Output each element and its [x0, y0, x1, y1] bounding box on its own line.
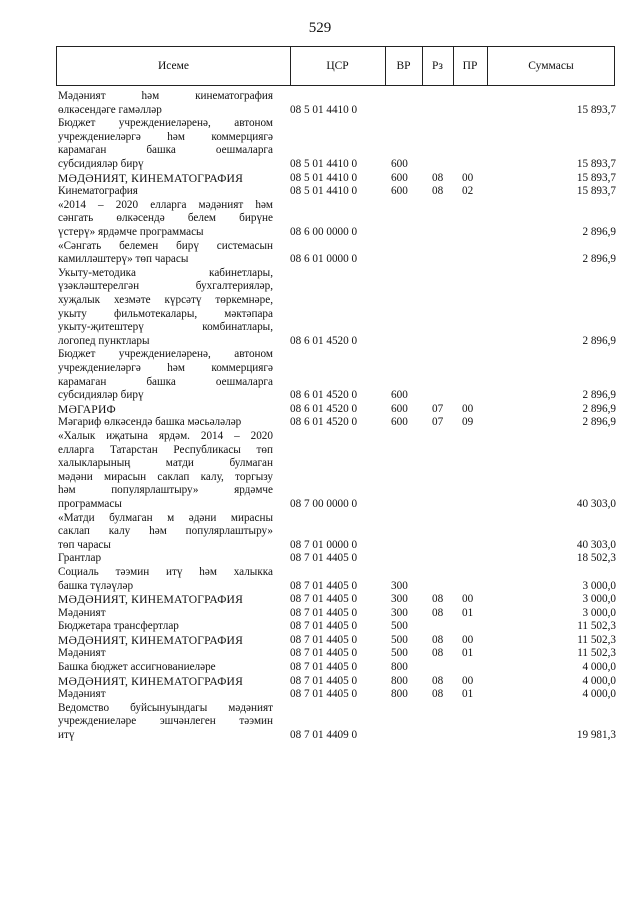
row-name-line: камилләштерү» төп чарасы: [58, 253, 189, 266]
row-csr: 08 6 01 4520 0: [290, 402, 358, 415]
row-name-line: Укыту-методика кабинетлары,: [58, 266, 273, 279]
row-csr: 08 7 01 4405 0: [290, 633, 358, 646]
row-csr: 08 7 01 4405 0: [290, 661, 358, 674]
row-name: [58, 348, 273, 402]
row-name-line: карамаган башка оешмаларга: [58, 375, 273, 388]
table-row: [0, 416, 640, 430]
row-sum: 2 896,9: [582, 389, 616, 402]
row-name-line: Бюджет учреждениеләренә, автоном: [58, 117, 273, 130]
table-row: [0, 199, 640, 240]
row-rz: 08: [432, 674, 444, 687]
row-csr: 08 7 01 4405 0: [290, 579, 358, 592]
row-sum: 3 000,0: [582, 606, 616, 619]
row-name-line: Кинематография: [58, 185, 138, 198]
row-pr: 00: [462, 402, 474, 415]
table-row: [0, 172, 640, 186]
row-name-line: Башка бюджет ассигнованиеләре: [58, 661, 216, 674]
row-name-line: төп чарасы: [58, 538, 111, 551]
row-csr: 08 7 01 4405 0: [290, 620, 358, 633]
table-row: [0, 620, 640, 634]
row-name-line: укыту фильмотекалары, мәктәпара: [58, 307, 273, 320]
table-row: [0, 117, 640, 171]
row-sum: 40 303,0: [576, 538, 616, 551]
row-name-line: субсидияләр бирү: [58, 389, 144, 402]
row-name-line: Социаль тәэмин итү һәм халыкка: [58, 565, 273, 578]
row-pr: 01: [462, 688, 474, 701]
table-row: [0, 702, 640, 743]
row-rz: 08: [432, 185, 444, 198]
row-csr: 08 6 01 4520 0: [290, 389, 358, 402]
row-name: [58, 566, 273, 593]
row-csr: 08 7 01 4405 0: [290, 552, 358, 565]
table-row: [0, 607, 640, 621]
table-row: [0, 634, 640, 648]
row-name-line: хуҗалык хезмәте күрсәтү төркемнәре,: [58, 293, 273, 306]
column-header-name: Исеме: [157, 60, 190, 72]
row-name-line: Бюджет учреждениеләренә, автоном: [58, 348, 273, 361]
row-vr: 500: [391, 633, 408, 646]
table-row: [0, 688, 640, 702]
row-sum: 15 893,7: [576, 171, 616, 184]
row-sum: 15 893,7: [576, 185, 616, 198]
row-csr: 08 7 01 4405 0: [290, 606, 358, 619]
row-pr: 09: [462, 416, 474, 429]
row-name: [58, 661, 273, 675]
row-csr: 08 5 01 4410 0: [290, 185, 358, 198]
row-csr: 08 7 01 4405 0: [290, 593, 358, 606]
row-name-line: итү: [58, 729, 75, 742]
table-row: [0, 267, 640, 349]
row-pr: 00: [462, 633, 474, 646]
row-rz: 08: [432, 688, 444, 701]
row-name-line: Мәдәният: [58, 647, 106, 660]
row-name-line: халыкларының матди булмаган: [58, 457, 273, 470]
row-name-line: учреждениеләргә һәм коммерциягә: [58, 361, 273, 374]
row-sum: 15 893,7: [576, 103, 616, 116]
row-csr: 08 5 01 4410 0: [290, 171, 358, 184]
row-pr: 00: [462, 674, 474, 687]
table-row: [0, 661, 640, 675]
column-header-sum: Суммасы: [528, 60, 574, 72]
row-vr: 300: [391, 606, 408, 619]
row-name: [58, 675, 273, 689]
row-vr: 600: [391, 185, 408, 198]
row-sum: 2 896,9: [582, 416, 616, 429]
row-name-line: мәдәни мирасын саклап калу, торгызу: [58, 470, 273, 483]
row-csr: 08 5 01 4410 0: [290, 157, 358, 170]
table-header: [56, 46, 615, 86]
row-name-line: үзәкләштерелгән бухгалтерияләр,: [58, 280, 273, 293]
row-name: [58, 702, 273, 743]
row-name-line: Мәдәният: [58, 688, 106, 701]
row-sum: 19 981,3: [576, 729, 616, 742]
row-csr: 08 7 00 0000 0: [290, 497, 358, 510]
row-sum: 11 502,3: [577, 647, 616, 660]
row-name: [58, 430, 273, 512]
row-vr: 600: [391, 171, 408, 184]
row-sum: 3 000,0: [582, 593, 616, 606]
row-rz: 07: [432, 402, 444, 415]
row-name-line: МӘДӘНИЯТ, КИНЕМАТОГРАФИЯ: [58, 593, 244, 607]
row-name: [58, 647, 273, 661]
column-header-csr: ЦСР: [326, 60, 349, 72]
row-vr: 600: [391, 157, 408, 170]
row-name: [58, 607, 273, 621]
row-sum: 4 000,0: [582, 674, 616, 687]
table-row: [0, 593, 640, 607]
row-name-line: укыту-җитештерү комбинатлары,: [58, 321, 273, 334]
row-name: [58, 172, 273, 186]
row-name: [58, 416, 273, 430]
row-name: [58, 634, 273, 648]
row-name-line: МӘГАРИФ: [58, 402, 116, 416]
table-body: [0, 90, 640, 743]
table-row: [0, 552, 640, 566]
row-pr: 00: [462, 593, 474, 606]
row-name: [58, 240, 273, 267]
row-vr: 600: [391, 402, 408, 415]
row-csr: 08 7 01 4409 0: [290, 729, 358, 742]
row-sum: 4 000,0: [582, 688, 616, 701]
row-vr: 800: [391, 674, 408, 687]
table-row: [0, 512, 640, 553]
row-vr: 600: [391, 389, 408, 402]
row-name: [58, 267, 273, 349]
table-row: [0, 348, 640, 402]
row-sum: 15 893,7: [576, 157, 616, 170]
row-sum: 11 502,3: [577, 620, 616, 633]
row-sum: 40 303,0: [576, 497, 616, 510]
table-row: [0, 185, 640, 199]
row-sum: 4 000,0: [582, 661, 616, 674]
row-name: [58, 90, 273, 117]
row-csr: 08 7 01 4405 0: [290, 647, 358, 660]
row-sum: 18 502,3: [576, 552, 616, 565]
row-name: [58, 512, 273, 553]
row-name-line: башка түләүләр: [58, 579, 134, 592]
row-name-line: «Матди булмаган м әдәни мирасны: [58, 511, 273, 524]
column-header-pr: ПР: [462, 60, 478, 72]
row-name: [58, 620, 273, 634]
row-name: [58, 552, 273, 566]
row-rz: 08: [432, 606, 444, 619]
table-row: [0, 675, 640, 689]
column-header-vr: ВР: [396, 60, 411, 72]
row-name-line: МӘДӘНИЯТ, КИНЕМАТОГРАФИЯ: [58, 633, 244, 647]
row-name-line: Бюджетара трансфертлар: [58, 620, 179, 633]
row-name-line: Мәгариф өлкәсендә башка мәсьәләләр: [58, 416, 242, 429]
row-rz: 07: [432, 416, 444, 429]
row-csr: 08 6 01 4520 0: [290, 416, 358, 429]
row-sum: 11 502,3: [577, 633, 616, 646]
row-name: [58, 185, 273, 199]
row-name-line: өлкәсендәге гамәлләр: [58, 103, 162, 116]
row-rz: 08: [432, 647, 444, 660]
table-row: [0, 240, 640, 267]
row-rz: 08: [432, 593, 444, 606]
row-name-line: һәм популярлаштыру» ярдәмче: [58, 484, 273, 497]
row-sum: 2 896,9: [582, 225, 616, 238]
row-name-line: Грантлар: [58, 552, 102, 565]
row-vr: 500: [391, 647, 408, 660]
row-vr: 300: [391, 593, 408, 606]
table-row: [0, 90, 640, 117]
row-pr: 01: [462, 647, 474, 660]
row-name-line: МӘДӘНИЯТ, КИНЕМАТОГРАФИЯ: [58, 171, 244, 185]
row-name-line: «2014 – 2020 елларга мәдәният һәм: [58, 198, 273, 211]
row-name-line: учреждениеләргә һәм коммерциягә: [58, 130, 273, 143]
row-name-line: саклап калу һәм популярлаштыру»: [58, 525, 273, 538]
row-name-line: карамаган башка оешмаларга: [58, 144, 273, 157]
row-csr: 08 6 00 0000 0: [290, 225, 358, 238]
row-vr: 600: [391, 416, 408, 429]
page-number: 529: [308, 20, 332, 36]
row-name-line: программасы: [58, 497, 122, 510]
column-header-rz: Рз: [432, 60, 443, 72]
row-name: [58, 688, 273, 702]
row-csr: 08 7 01 4405 0: [290, 688, 358, 701]
table-row: [0, 403, 640, 417]
row-csr: 08 6 01 4520 0: [290, 334, 358, 347]
row-sum: 2 896,9: [582, 253, 616, 266]
row-csr: 08 7 01 0000 0: [290, 538, 358, 551]
row-csr: 08 6 01 0000 0: [290, 253, 358, 266]
row-pr: 01: [462, 606, 474, 619]
table-row: [0, 430, 640, 512]
row-rz: 08: [432, 633, 444, 646]
row-sum: 3 000,0: [582, 579, 616, 592]
row-name: [58, 403, 273, 417]
row-name-line: елларга Татарстан Республикасы төп: [58, 443, 273, 456]
table-row: [0, 566, 640, 593]
row-name-line: МӘДӘНИЯТ, КИНЕМАТОГРАФИЯ: [58, 674, 244, 688]
row-name-line: сәнгать өлкәсендә белем бирүне: [58, 212, 273, 225]
row-vr: 500: [391, 620, 408, 633]
row-name-line: «Сәнгать белемен бирү системасын: [58, 239, 273, 252]
row-rz: 08: [432, 171, 444, 184]
row-csr: 08 7 01 4405 0: [290, 674, 358, 687]
row-name: [58, 199, 273, 240]
row-pr: 00: [462, 171, 474, 184]
row-csr: 08 5 01 4410 0: [290, 103, 358, 116]
row-name-line: учреждениеләре эшчәнлеген тәэмин: [58, 715, 273, 728]
row-name-line: Мәдәният: [58, 606, 106, 619]
row-name-line: субсидияләр бирү: [58, 157, 144, 170]
table-row: [0, 647, 640, 661]
row-name: [58, 117, 273, 171]
row-vr: 800: [391, 661, 408, 674]
row-sum: 2 896,9: [582, 402, 616, 415]
row-name-line: үстерү» ярдәмче программасы: [58, 225, 204, 238]
row-pr: 02: [462, 185, 474, 198]
row-name-line: «Халык иҗатына ярдәм. 2014 – 2020: [58, 429, 273, 442]
row-vr: 300: [391, 579, 408, 592]
row-name-line: Мәдәният һәм кинематография: [58, 90, 273, 102]
row-name-line: Ведомство буйсынуындагы мәдәният: [58, 701, 273, 714]
row-sum: 2 896,9: [582, 334, 616, 347]
row-name-line: логопед пунктлары: [58, 334, 150, 347]
row-vr: 800: [391, 688, 408, 701]
row-name: [58, 593, 273, 607]
